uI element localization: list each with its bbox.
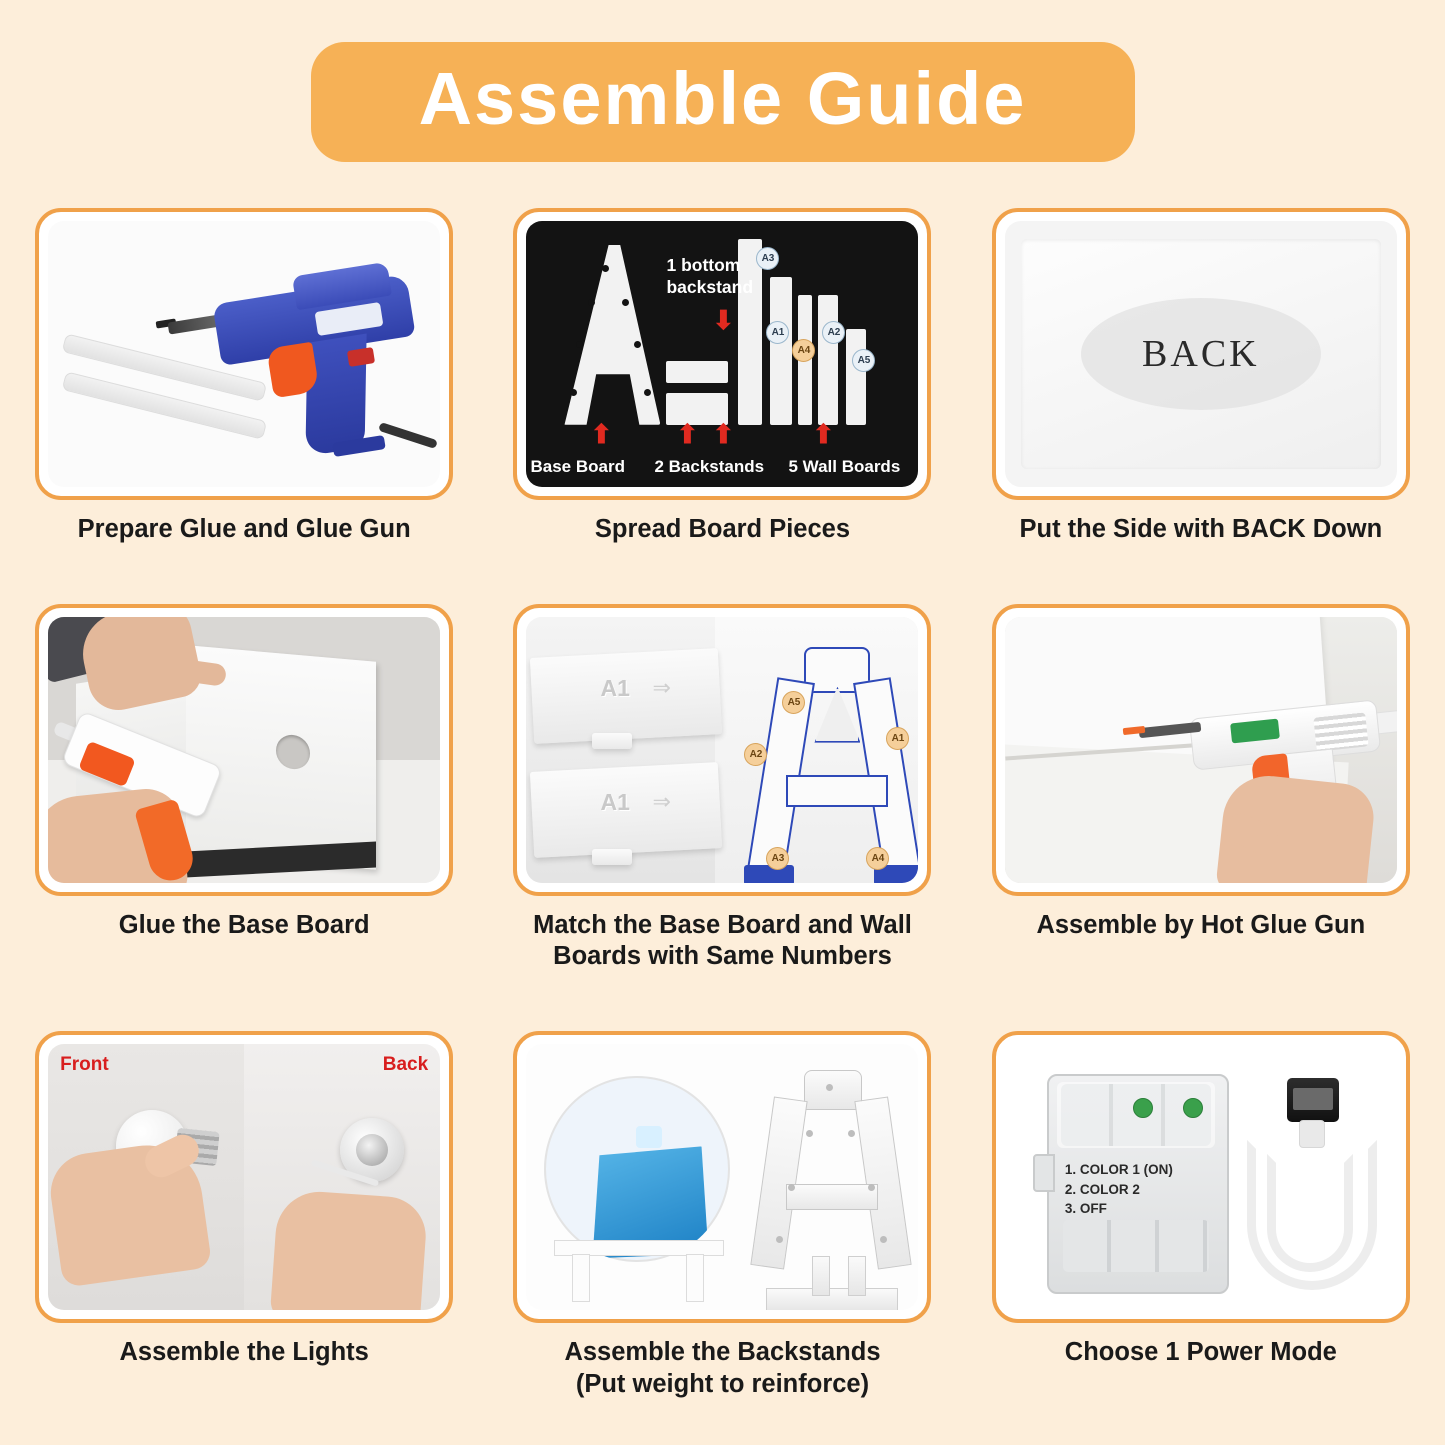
batteries	[1063, 1220, 1209, 1272]
step-6-image-frame	[992, 604, 1410, 896]
letter-a-base-board	[564, 245, 660, 425]
step-9-illustration	[1005, 1044, 1397, 1310]
red-arrow-down-icon: ⬇	[712, 304, 735, 335]
badge-a2: A2	[744, 743, 767, 766]
step-2-illustration	[526, 221, 918, 487]
step-card-5	[502, 604, 942, 974]
badge-a5: A5	[782, 691, 805, 714]
step-3-illustration	[1005, 221, 1397, 487]
board-tab	[592, 849, 632, 865]
step-8-caption	[564, 1337, 880, 1401]
step-9-image-frame	[992, 1031, 1410, 1323]
bottom-backstand-note-line1: 1 bottom	[666, 254, 741, 275]
power-mode-2: 2. COLOR 2	[1064, 1181, 1140, 1197]
back-view-pane	[244, 1044, 440, 1310]
back-label: BACK	[1142, 332, 1260, 375]
glue-gun-vents	[1313, 712, 1368, 751]
badge-a3: A3	[766, 847, 789, 870]
hand-icon	[270, 1189, 429, 1310]
backstand-rib	[848, 1256, 866, 1296]
step-5-caption-line1: Match the Base Board and Wall	[533, 910, 912, 939]
badge-a2: A2	[822, 321, 845, 344]
letter-leg-right	[855, 1097, 912, 1270]
step-8-caption-line2: (Put weight to reinforce)	[575, 1370, 870, 1399]
letter-a-with-backstand	[748, 1068, 914, 1294]
step-8-image-frame	[513, 1031, 931, 1323]
step-card-3	[981, 208, 1421, 546]
letter-crossbar	[786, 1184, 878, 1210]
badge-a1: A1	[886, 727, 909, 750]
badge-a4: A4	[792, 339, 815, 362]
step-7-caption: Assemble the Lights	[119, 1338, 369, 1367]
arrow-right-icon: ⇒	[652, 674, 671, 700]
step-7-illustration	[48, 1044, 440, 1310]
step-5-caption	[533, 910, 912, 974]
step-card-7	[24, 1031, 464, 1401]
step-4-caption: Glue the Base Board	[118, 910, 370, 939]
red-arrow-up-icon: ⬆	[590, 418, 613, 449]
step-4-illustration	[48, 617, 440, 883]
backstand-diagram	[526, 1044, 918, 1310]
page-title: Assemble Guide	[418, 57, 1027, 140]
arrow-right-icon: ⇒	[652, 788, 671, 814]
letter-crossbar	[786, 775, 888, 807]
step-1-image-frame	[35, 208, 453, 500]
step-card-2	[502, 208, 942, 546]
power-mode-photo	[1005, 1044, 1397, 1310]
board-pieces-background	[526, 221, 918, 487]
letter-counter	[814, 687, 860, 743]
lights-photo-pair	[48, 1044, 440, 1310]
step-5-caption-line2: Boards with Same Numbers	[553, 942, 892, 971]
step-8-caption-line1: Assemble the Backstands	[564, 1338, 881, 1367]
step-7-image-frame	[35, 1031, 453, 1323]
wall-board-a1	[770, 277, 792, 425]
red-arrow-up-icon: ⬆	[812, 418, 835, 449]
bottom-backstand-note-line2: backstand	[666, 276, 754, 297]
step-5-image-frame	[513, 604, 931, 896]
step-2-caption: Spread Board Pieces	[594, 514, 851, 543]
wall-board-a5	[846, 329, 866, 425]
step-5-illustration	[526, 617, 918, 883]
board-hole	[576, 341, 583, 348]
zoom-circle	[544, 1076, 730, 1262]
step-4-image-frame	[35, 604, 453, 896]
label-base-board: Base Board	[530, 456, 625, 476]
backstand-leg	[572, 1254, 590, 1302]
step-card-8	[502, 1031, 942, 1401]
board-label-a1: A1	[600, 674, 630, 701]
letter-a-assembled	[744, 643, 918, 881]
usb-cable-loop	[1267, 1154, 1353, 1272]
page-title-container	[0, 0, 1445, 162]
step-2-image-frame	[513, 208, 931, 500]
back-panel-background	[1005, 221, 1397, 487]
red-arrow-up-icon: ⬆	[712, 418, 735, 449]
step-card-6	[981, 604, 1421, 974]
step-1-caption: Prepare Glue and Glue Gun	[77, 514, 411, 543]
match-boards-diagram	[526, 617, 918, 883]
step-card-9	[981, 1031, 1421, 1401]
back-label: Back	[382, 1054, 429, 1076]
badge-a1: A1	[766, 321, 789, 344]
power-mode-1: 1. COLOR 1 (ON)	[1064, 1162, 1173, 1178]
front-label: Front	[60, 1054, 109, 1076]
board-hole	[806, 1130, 813, 1137]
battery-box-tab	[1033, 1154, 1055, 1192]
water-bag-cap	[636, 1126, 662, 1148]
step-3-caption: Put the Side with BACK Down	[1019, 514, 1383, 543]
wall-board-a2	[818, 295, 838, 425]
hot-glue-assembly-photo	[1005, 617, 1397, 883]
usb-plug-contacts	[1293, 1088, 1333, 1110]
badge-a3: A3	[756, 247, 779, 270]
badge-a5: A5	[852, 349, 875, 372]
bottom-backstand	[766, 1288, 898, 1310]
step-card-4	[24, 604, 464, 974]
board-tab	[592, 733, 632, 749]
front-view-pane	[48, 1044, 244, 1310]
step-6-caption: Assemble by Hot Glue Gun	[1036, 910, 1366, 939]
steps-grid	[0, 208, 1445, 1401]
backstand-rib	[812, 1256, 830, 1296]
power-mode-3: 3. OFF	[1064, 1201, 1107, 1217]
step-1-illustration	[48, 221, 440, 487]
board-hole	[848, 1130, 855, 1137]
letter-leg-left	[751, 1097, 808, 1270]
red-arrow-up-icon: ⬆	[676, 418, 699, 449]
label-wall-boards: 5 Wall Boards	[788, 456, 901, 476]
step-8-illustration	[526, 1044, 918, 1310]
backstand-piece	[666, 361, 728, 383]
step-card-1	[24, 208, 464, 546]
bottom-backstand-note	[666, 255, 753, 299]
badge-a4: A4	[866, 847, 889, 870]
power-mode-list	[1065, 1160, 1215, 1219]
backstand-leg	[686, 1254, 704, 1302]
glue-base-board-photo	[48, 617, 440, 883]
page-title-pill	[311, 42, 1135, 162]
step-6-illustration	[1005, 617, 1397, 883]
step-9-caption: Choose 1 Power Mode	[1064, 1338, 1337, 1367]
step-3-image-frame	[992, 208, 1410, 500]
board-label-a1: A1	[600, 788, 630, 815]
label-backstands: 2 Backstands	[654, 456, 765, 476]
